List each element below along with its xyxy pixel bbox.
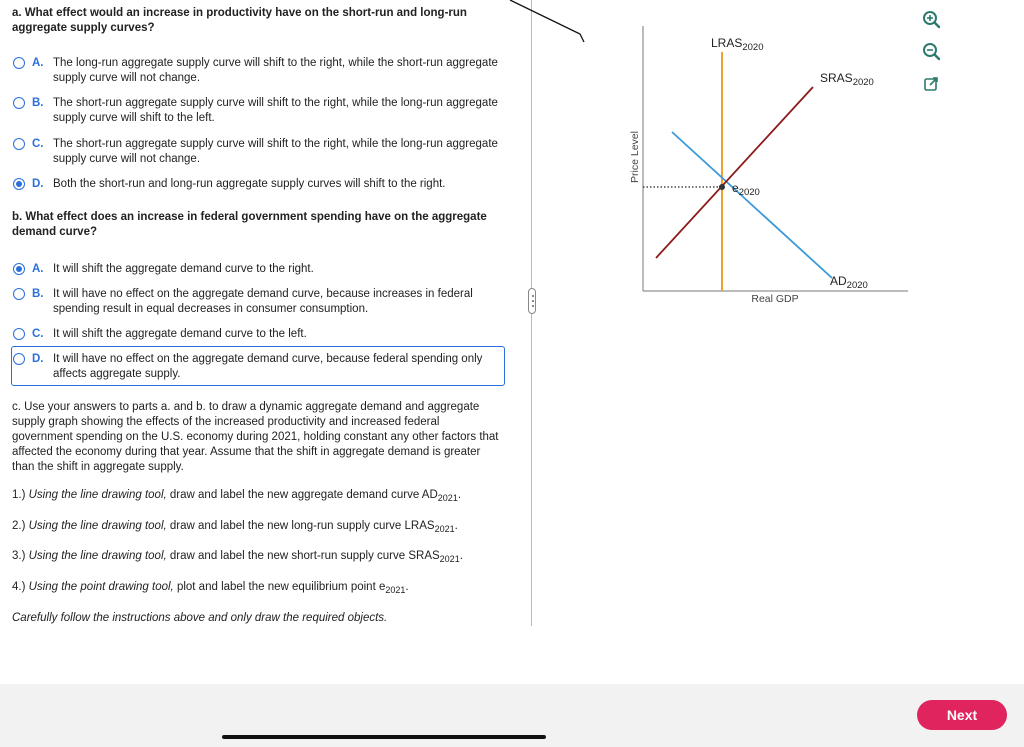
- e-label: $e_{2020}$: [732, 181, 760, 198]
- step-1: 1.) Using the line drawing tool, draw and label the new aggregate demand curve $AD_{2021}$.: [12, 489, 462, 503]
- radio-a2[interactable]: [13, 97, 25, 109]
- radio-b2[interactable]: [13, 288, 25, 300]
- part-b-question: b. What effect does an increase in federal government spending have on the aggregate demand curve?: [12, 211, 487, 238]
- part-c-intro: c. Use your answers to parts a. and b. to draw a dynamic aggregate demand and aggregate supply graph showing the effects of the increased productivity and increased federal government spending on the U.S. economy during 2021, holding constant any other factors that affected the economy during that year. Assume that the shift in aggregate demand is greater than the shift in aggregate supply.: [12, 401, 499, 473]
- zoom-out-icon[interactable]: [920, 40, 942, 62]
- x-axis-label: Real GDP: [751, 293, 799, 305]
- lras-label: $LRAS_{2020}$: [711, 36, 764, 53]
- sras-2020-line[interactable]: [656, 87, 813, 258]
- ad-label: $AD_{2020}$: [830, 274, 868, 291]
- stray-drawn-line: [500, 0, 590, 48]
- part-a-question-text: a. What effect would an increase in productivity have on the short-run and long-run aggregate supply curves?: [12, 7, 467, 34]
- radio-b3[interactable]: [13, 328, 25, 340]
- radio-a3[interactable]: [13, 138, 25, 150]
- step-3: 3.) Using the line drawing tool, draw and label the new short-run supply curve $SRAS_{2021}$.: [12, 550, 463, 564]
- instructions-footer: Carefully follow the instructions above and only draw the required objects.: [12, 612, 388, 624]
- radio-b4[interactable]: [13, 353, 25, 365]
- home-indicator[interactable]: [222, 735, 546, 739]
- sras-label: $SRAS_{2020}$: [820, 71, 874, 88]
- y-axis-label: Price Level: [629, 131, 641, 183]
- radio-a4-selected[interactable]: [13, 178, 25, 190]
- part-a-question: [12, 6, 502, 36]
- radio-a1[interactable]: [13, 57, 25, 69]
- step-2: 2.) Using the line drawing tool, draw and label the new long-run supply curve $LRAS_{2021}$.: [12, 520, 458, 534]
- panel-resize-handle[interactable]: [528, 288, 536, 314]
- ad-as-graph[interactable]: [620, 20, 920, 310]
- question-panel: a. What effect would an increase in productivity have on the short-run and long-run aggregate supply curves? A. The long-run aggregate supply curve will shift to the right, while the short-run aggregate supply curve will not change. B. The short-run aggregate supply curve will shift to the right, while the long-run aggregate supply curve will shift to the left. C. The short-run aggregate supply curve will shift to the right, while the long-run aggregate supply curve will not change. D. Both the short-run and long-run aggregate supply curves will shift to the right. b. What effect does an increase in federal government spending have on the aggregate demand curve? A. It will shift the aggregate demand curve to the right. B. It will have no effect on the aggregate demand curve, because increases in federal spending result in equal decreases in consumer consumption. C. It will shift the aggregate demand curve to the left. D. It will have no effect on the aggregate demand curve, because federal spending only affects aggregate supply. c. Use your answers to parts a. and b. to draw a dynamic aggregate demand and aggregate supply graph showing the effects of the increased productivity and increased federal government spending on the U.S. economy during 2021, holding constant any other factors that affected the economy during that year. Assume that the shift in aggregate demand is greater than the shift in aggregate supply. 1.) Using the line drawing tool, draw and label the new aggregate demand curve $AD_{2021}$. 2.) Using the line drawing tool, draw and label the new long-run supply curve $LRAS_{2021}$. 3.) Using the line drawing tool, draw and label the new short-run supply curve $SRAS_{2021}$. 4.) Using the point drawing tool, plot and label the new equilibrium point $e_{2021}$. Carefully follow the instructions above and only draw the required objects.: [0, 0, 531, 628]
- zoom-in-icon[interactable]: [920, 8, 942, 30]
- e-2020-point[interactable]: [719, 184, 725, 190]
- step-4: 4.) Using the point drawing tool, plot and label the new equilibrium point $e_{2021}$.: [12, 581, 409, 595]
- part-b-option-d[interactable]: D. It will have no effect on the aggregate demand curve, because federal spending only affects aggregate supply.: [12, 347, 504, 385]
- popout-icon[interactable]: [920, 73, 942, 95]
- next-button[interactable]: Next: [917, 700, 1007, 730]
- radio-b1-selected[interactable]: [13, 263, 25, 275]
